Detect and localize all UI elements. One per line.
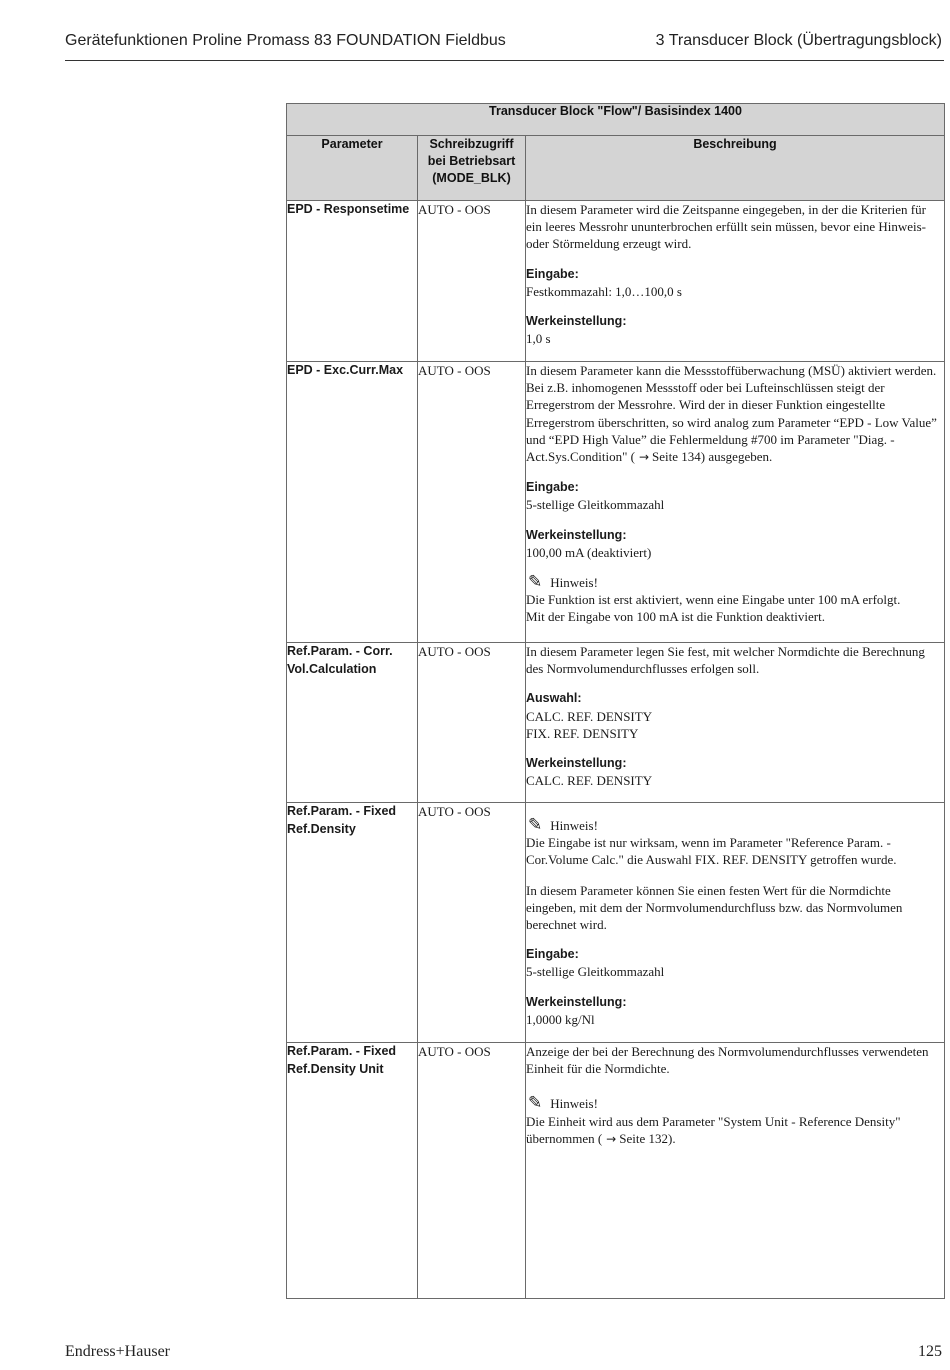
table-title: Transducer Block "Flow"/ Basisindex 1400 <box>287 104 945 136</box>
parameter-name: Ref.Param. - Corr. Vol.Calculation <box>287 643 418 803</box>
selection-label: Auswahl: <box>526 691 582 706</box>
write-access: AUTO - OOS <box>418 643 526 803</box>
default-block <box>526 313 944 347</box>
default-label: Werkeinstellung: <box>526 756 627 771</box>
description-text: Anzeige der bei der Berechnung des Normvolumendurchflusses verwendeten Einheit für die Normdichte. <box>526 1044 929 1077</box>
description-text-part: In diesem Parameter kann die Messstoffüberwachung (MSÜ) aktiviert werden. Bei z.B. inhomogenen Messstoff oder bei Lufteinschlüssen steigt der Erregerstrom der Messrohre. Wird der in dieser Funktion eingestellte Erregerstrom überschritten, so wird analog zum Parameter “EPD - Low Value” und “EPD High Value” die Fehlermeldung #700 im Parameter "Diag. -Act.Sys.Condition" ( <box>526 363 937 465</box>
note-block <box>526 574 944 626</box>
parameter-name: EPD - Responsetime <box>287 201 418 362</box>
note-text: Mit der Eingabe von 100 mA ist die Funktion deaktiviert. <box>526 609 825 625</box>
default-block <box>526 527 944 561</box>
column-header-access-line1: Schreibzugriff <box>429 137 514 151</box>
parameter-description <box>526 201 945 362</box>
default-label: Werkeinstellung: <box>526 527 627 542</box>
input-label: Eingabe: <box>526 947 579 962</box>
write-access: AUTO - OOS <box>418 1043 526 1299</box>
write-access: AUTO - OOS <box>418 201 526 362</box>
selection-option: CALC. REF. DENSITY <box>526 708 653 724</box>
table-row <box>287 362 945 643</box>
default-block <box>526 994 944 1028</box>
parameter-name: Ref.Param. - Fixed Ref.Density Unit <box>287 1043 418 1299</box>
input-block <box>526 266 944 300</box>
input-block <box>526 479 944 513</box>
description-text: In diesem Parameter wird die Zeitspanne eingegeben, in der die Kriterien für ein leeres Messrohr ununterbrochen erfüllt sein müssen, bevor eine Hinweis- oder Störmeldung erzeugt wird. <box>526 202 926 252</box>
table-row <box>287 201 945 362</box>
parameter-description <box>526 1043 945 1299</box>
input-value: Festkommazahl: 1,0…100,0 s <box>526 283 682 299</box>
parameter-name: Ref.Param. - Fixed Ref.Density <box>287 803 418 1043</box>
running-header-left: Gerätefunktionen Proline Promass 83 FOUNDATION Fieldbus <box>65 32 506 49</box>
note-text: Die Eingabe ist nur wirksam, wenn im Parameter "Reference Param. - Cor.Volume Calc." die Auswahl FIX. REF. DENSITY getroffen wurde. <box>526 835 897 868</box>
note-block <box>526 1095 944 1148</box>
note-label: Hinweis! <box>550 1096 598 1112</box>
description-text-part: ) ausgegeben. <box>700 449 773 465</box>
input-block <box>526 946 944 980</box>
default-block <box>526 755 944 789</box>
parameter-description <box>526 803 945 1043</box>
input-label: Eingabe: <box>526 266 579 281</box>
note-text: Die Einheit wird aus dem Parameter "System Unit - Reference Density" übernommen ( <box>526 1113 901 1146</box>
input-value: 5-stellige Gleitkommazahl <box>526 964 665 980</box>
description-text: In diesem Parameter können Sie einen festen Wert für die Normdichte eingeben, mit dem der Normvolumendurchfluss bzw. das Normvolumen berechnet wird. <box>526 882 903 933</box>
page-reference[interactable]: Seite 132 <box>619 1130 668 1146</box>
default-value: 1,0000 kg/Nl <box>526 1011 595 1027</box>
default-label: Werkeinstellung: <box>526 314 627 329</box>
running-header-right: 3 Transducer Block (Übertragungsblock) <box>655 32 942 49</box>
note-text: Die Funktion ist erst aktiviert, wenn eine Eingabe unter 100 mA erfolgt. <box>526 592 901 608</box>
table-row <box>287 1043 945 1299</box>
note-label: Hinweis! <box>550 818 598 833</box>
description-text: In diesem Parameter legen Sie fest, mit welcher Normdichte die Berechnung des Normvolumendurchflusses erfolgen soll. <box>526 644 925 677</box>
page-reference[interactable]: Seite 134 <box>652 449 701 465</box>
default-value: 1,0 s <box>526 331 551 347</box>
selection-block <box>526 690 944 742</box>
arrow-right-icon: → <box>638 450 650 465</box>
write-access: AUTO - OOS <box>418 803 526 1043</box>
parameter-description <box>526 362 945 643</box>
table-row <box>287 803 945 1043</box>
pencil-note-icon: ✎ <box>528 572 543 593</box>
pencil-note-icon: ✎ <box>528 1093 543 1114</box>
default-value: 100,00 mA (deaktiviert) <box>526 544 652 560</box>
parameter-name: EPD - Exc.Curr.Max <box>287 362 418 643</box>
note-text: ). <box>667 1130 676 1146</box>
input-value: 5-stellige Gleitkommazahl <box>526 497 665 513</box>
page-number: 125 <box>918 1343 942 1360</box>
transducer-block-table <box>286 103 945 1299</box>
description-text <box>526 362 944 466</box>
note-label: Hinweis! <box>550 575 598 591</box>
note-block <box>526 817 944 869</box>
write-access: AUTO - OOS <box>418 362 526 643</box>
default-value: CALC. REF. DENSITY <box>526 773 653 789</box>
footer-brand: Endress+Hauser <box>65 1343 170 1360</box>
column-header-parameter: Parameter <box>287 136 418 201</box>
column-header-access-line3: (MODE_BLK) <box>432 171 511 185</box>
table-row <box>287 643 945 803</box>
selection-option: FIX. REF. DENSITY <box>526 725 639 741</box>
header-rule <box>65 60 944 61</box>
column-header-description: Beschreibung <box>526 136 945 201</box>
default-label: Werkeinstellung: <box>526 994 627 1009</box>
arrow-right-icon: → <box>606 1131 617 1146</box>
column-header-access <box>418 136 526 201</box>
input-label: Eingabe: <box>526 480 579 495</box>
pencil-note-icon: ✎ <box>528 815 543 835</box>
column-header-access-line2: bei Betriebsart <box>427 154 516 168</box>
parameter-description <box>526 643 945 803</box>
